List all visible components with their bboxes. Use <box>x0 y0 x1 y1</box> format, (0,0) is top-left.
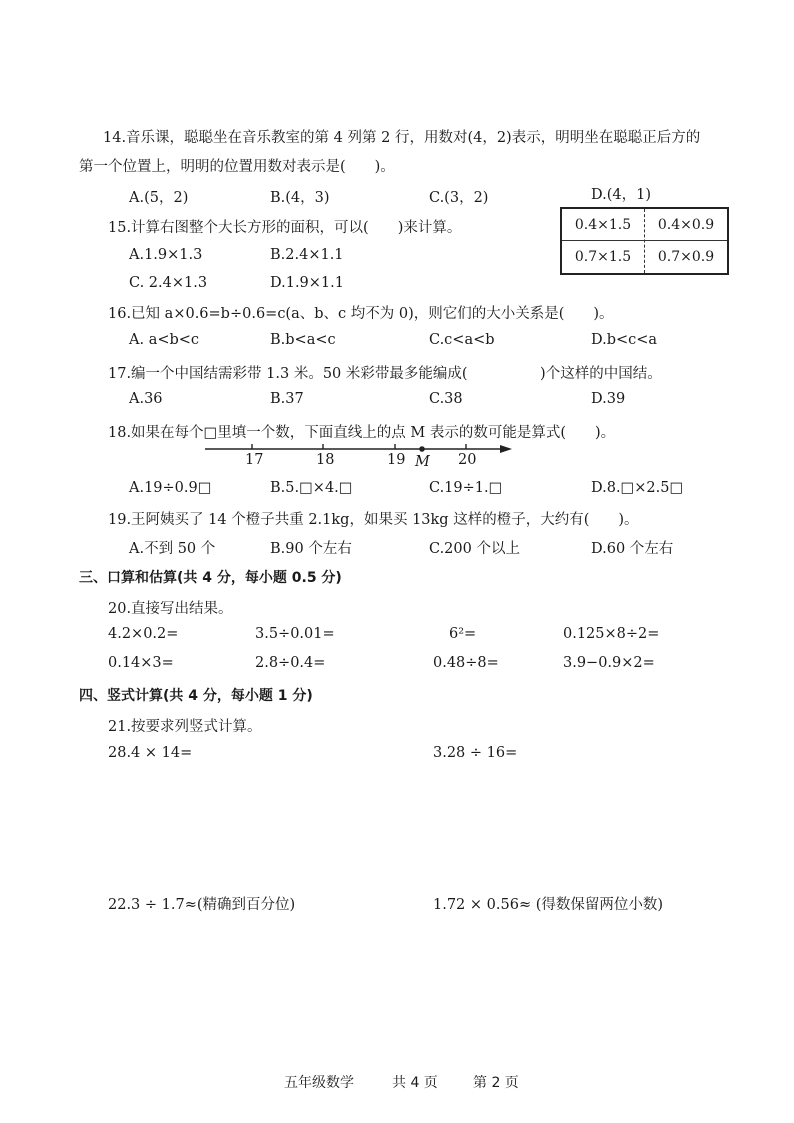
q18-option-b: B.5.□×4.□ <box>270 480 353 496</box>
tick-label-17: 17 <box>245 452 264 468</box>
calc-r2-c3: 0.48÷8= <box>433 655 499 671</box>
q19-option-d: D.60 个左右 <box>591 541 674 557</box>
q15-option-c: C. 2.4×1.3 <box>129 275 208 291</box>
q17-option-b: B.37 <box>270 391 304 407</box>
q16-option-a: A. a<b<c <box>129 332 200 348</box>
footer-page-number: 第 2 页 <box>473 1075 519 1091</box>
q14-line1: 14.音乐课，聪聪坐在音乐教室的第 4 列第 2 行，用数对(4，2)表示，明明坐在聪聪正后方的 <box>103 130 701 146</box>
q18-option-d: D.8.□×2.5□ <box>591 480 684 496</box>
q16-text: 16.已知 a×0.6=b÷0.6=c(a、b、c 均不为 0)，则它们的大小关系是( )。 <box>108 306 614 322</box>
q17-text: 17.编一个中国结需彩带 1.3 米。50 米彩带最多能编成( )个这样的中国结。 <box>108 366 662 382</box>
q14-option-d: D.(4，1) <box>591 187 651 203</box>
q14-option-b: B.(4，3) <box>270 190 330 206</box>
figure-cell-bottom-right: 0.7×0.9 <box>657 249 715 265</box>
calc-r2-c4: 3.9−0.9×2= <box>563 655 655 671</box>
q16-option-b: B.b<a<c <box>270 332 336 348</box>
q15-option-d: D.1.9×1.1 <box>270 275 344 291</box>
section-4-title: 四、竖式计算(共 4 分，每小题 1 分) <box>79 688 313 704</box>
number-line-arrow <box>500 445 512 453</box>
tick-label-19: 19 <box>387 452 406 468</box>
q15-option-b: B.2.4×1.1 <box>270 247 344 263</box>
vertical-calc-3: 22.3 ÷ 1.7≈(精确到百分位) <box>108 897 296 913</box>
q14-option-a: A.(5，2) <box>129 190 189 206</box>
q17-option-c: C.38 <box>429 391 463 407</box>
point-m <box>419 446 425 452</box>
q19-text: 19.王阿姨买了 14 个橙子共重 2.1kg，如果买 13kg 这样的橙子，大约有( )。 <box>108 512 639 528</box>
q15-text: 15.计算右图整个大长方形的面积，可以( )来计算。 <box>108 220 462 236</box>
vertical-calc-1: 28.4 × 14= <box>108 745 193 761</box>
q19-option-c: C.200 个以上 <box>429 541 520 557</box>
point-m-label: M <box>415 454 430 470</box>
q21-text: 21.按要求列竖式计算。 <box>108 719 262 735</box>
q16-option-c: C.c<a<b <box>429 332 495 348</box>
q14-option-c: C.(3，2) <box>429 190 489 206</box>
figure-cell-top-right: 0.4×0.9 <box>657 217 715 233</box>
tick-label-18: 18 <box>316 452 335 468</box>
figure-cell-top-left: 0.4×1.5 <box>574 217 632 233</box>
calc-r2-c1: 0.14×3= <box>108 655 174 671</box>
rectangle-area-figure <box>560 207 729 275</box>
vertical-calc-2: 3.28 ÷ 16= <box>433 745 518 761</box>
q19-option-a: A.不到 50 个 <box>129 541 216 557</box>
q18-option-a: A.19÷0.9□ <box>129 480 212 496</box>
calc-r1-c4: 0.125×8÷2= <box>563 626 660 642</box>
section-3-title: 三、口算和估算(共 4 分，每小题 0.5 分) <box>79 570 342 586</box>
calc-r1-c2: 3.5÷0.01= <box>255 626 335 642</box>
calc-r1-c1: 4.2×0.2= <box>108 626 179 642</box>
footer-total-pages: 共 4 页 <box>392 1075 438 1091</box>
figure-cell-bottom-left: 0.7×1.5 <box>574 249 632 265</box>
vertical-calc-4: 1.72 × 0.56≈ (得数保留两位小数) <box>433 897 664 913</box>
footer-subject: 五年级数学 <box>284 1075 354 1091</box>
calc-r2-c2: 2.8÷0.4= <box>255 655 326 671</box>
q16-option-d: D.b<c<a <box>591 332 658 348</box>
q18-option-c: C.19÷1.□ <box>429 480 503 496</box>
q20-text: 20.直接写出结果。 <box>108 601 233 617</box>
q17-option-a: A.36 <box>129 391 163 407</box>
q18-text: 18.如果在每个□里填一个数，下面直线上的点 M 表示的数可能是算式( )。 <box>108 425 616 441</box>
q19-option-b: B.90 个左右 <box>270 541 352 557</box>
q14-line2: 第一个位置上，明明的位置用数对表示是( )。 <box>79 159 395 175</box>
tick-label-20: 20 <box>458 452 477 468</box>
calc-r1-c3: 6²= <box>449 626 477 642</box>
q15-option-a: A.1.9×1.3 <box>129 247 203 263</box>
q17-option-d: D.39 <box>591 391 626 407</box>
